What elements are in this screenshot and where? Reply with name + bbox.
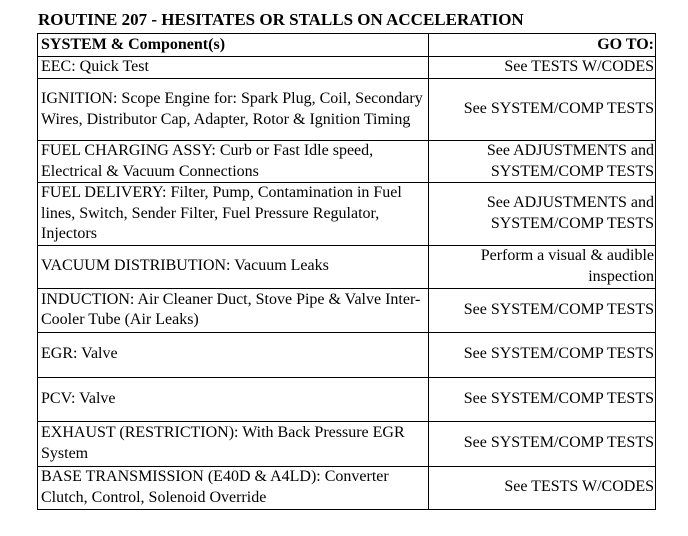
goto-cell: See SYSTEM/COMP TESTS — [429, 288, 656, 332]
system-cell: EXHAUST (RESTRICTION): With Back Pressure EGR System — [38, 421, 429, 466]
table-row — [38, 245, 656, 288]
goto-cell: Perform a visual & audible inspection — [429, 245, 656, 288]
goto-cell: See ADJUSTMENTS and SYSTEM/COMP TESTS — [429, 183, 656, 246]
goto-cell: See SYSTEM/COMP TESTS — [429, 421, 656, 466]
system-cell: FUEL DELIVERY: Filter, Pump, Contamination in Fuel lines, Switch, Sender Filter, Fuel Pressure Regulator, Injectors — [38, 183, 429, 246]
goto-cell: See TESTS W/CODES — [429, 57, 656, 79]
system-cell: EGR: Valve — [38, 332, 429, 377]
table-row — [38, 79, 656, 141]
table-row — [38, 466, 656, 509]
document-title: ROUTINE 207 - HESITATES OR STALLS ON ACCELERATION — [38, 10, 524, 29]
table-row — [38, 377, 656, 421]
table-header-row — [38, 34, 656, 57]
system-cell: IGNITION: Scope Engine for: Spark Plug, Coil, Secondary Wires, Distributor Cap, Adapter, Rotor & Ignition Timing — [38, 79, 429, 141]
system-cell: BASE TRANSMISSION (E40D & A4LD): Converter Clutch, Control, Solenoid Override — [38, 466, 429, 509]
table-row — [38, 183, 656, 246]
routine-table — [37, 33, 656, 510]
goto-cell: See SYSTEM/COMP TESTS — [429, 79, 656, 141]
table-row — [38, 288, 656, 332]
header-system: SYSTEM & Component(s) — [38, 34, 429, 57]
goto-cell: See SYSTEM/COMP TESTS — [429, 332, 656, 377]
goto-cell: See TESTS W/CODES — [429, 466, 656, 509]
table-row — [38, 421, 656, 466]
system-cell: EEC: Quick Test — [38, 57, 429, 79]
system-cell: VACUUM DISTRIBUTION: Vacuum Leaks — [38, 245, 429, 288]
table-row — [38, 141, 656, 183]
system-cell: FUEL CHARGING ASSY: Curb or Fast Idle speed, Electrical & Vacuum Connections — [38, 141, 429, 183]
header-goto: GO TO: — [429, 34, 656, 57]
system-cell: PCV: Valve — [38, 377, 429, 421]
table-row — [38, 332, 656, 377]
goto-cell: See SYSTEM/COMP TESTS — [429, 377, 656, 421]
goto-cell: See ADJUSTMENTS and SYSTEM/COMP TESTS — [429, 141, 656, 183]
table-row — [38, 57, 656, 79]
system-cell: INDUCTION: Air Cleaner Duct, Stove Pipe & Valve Inter-Cooler Tube (Air Leaks) — [38, 288, 429, 332]
